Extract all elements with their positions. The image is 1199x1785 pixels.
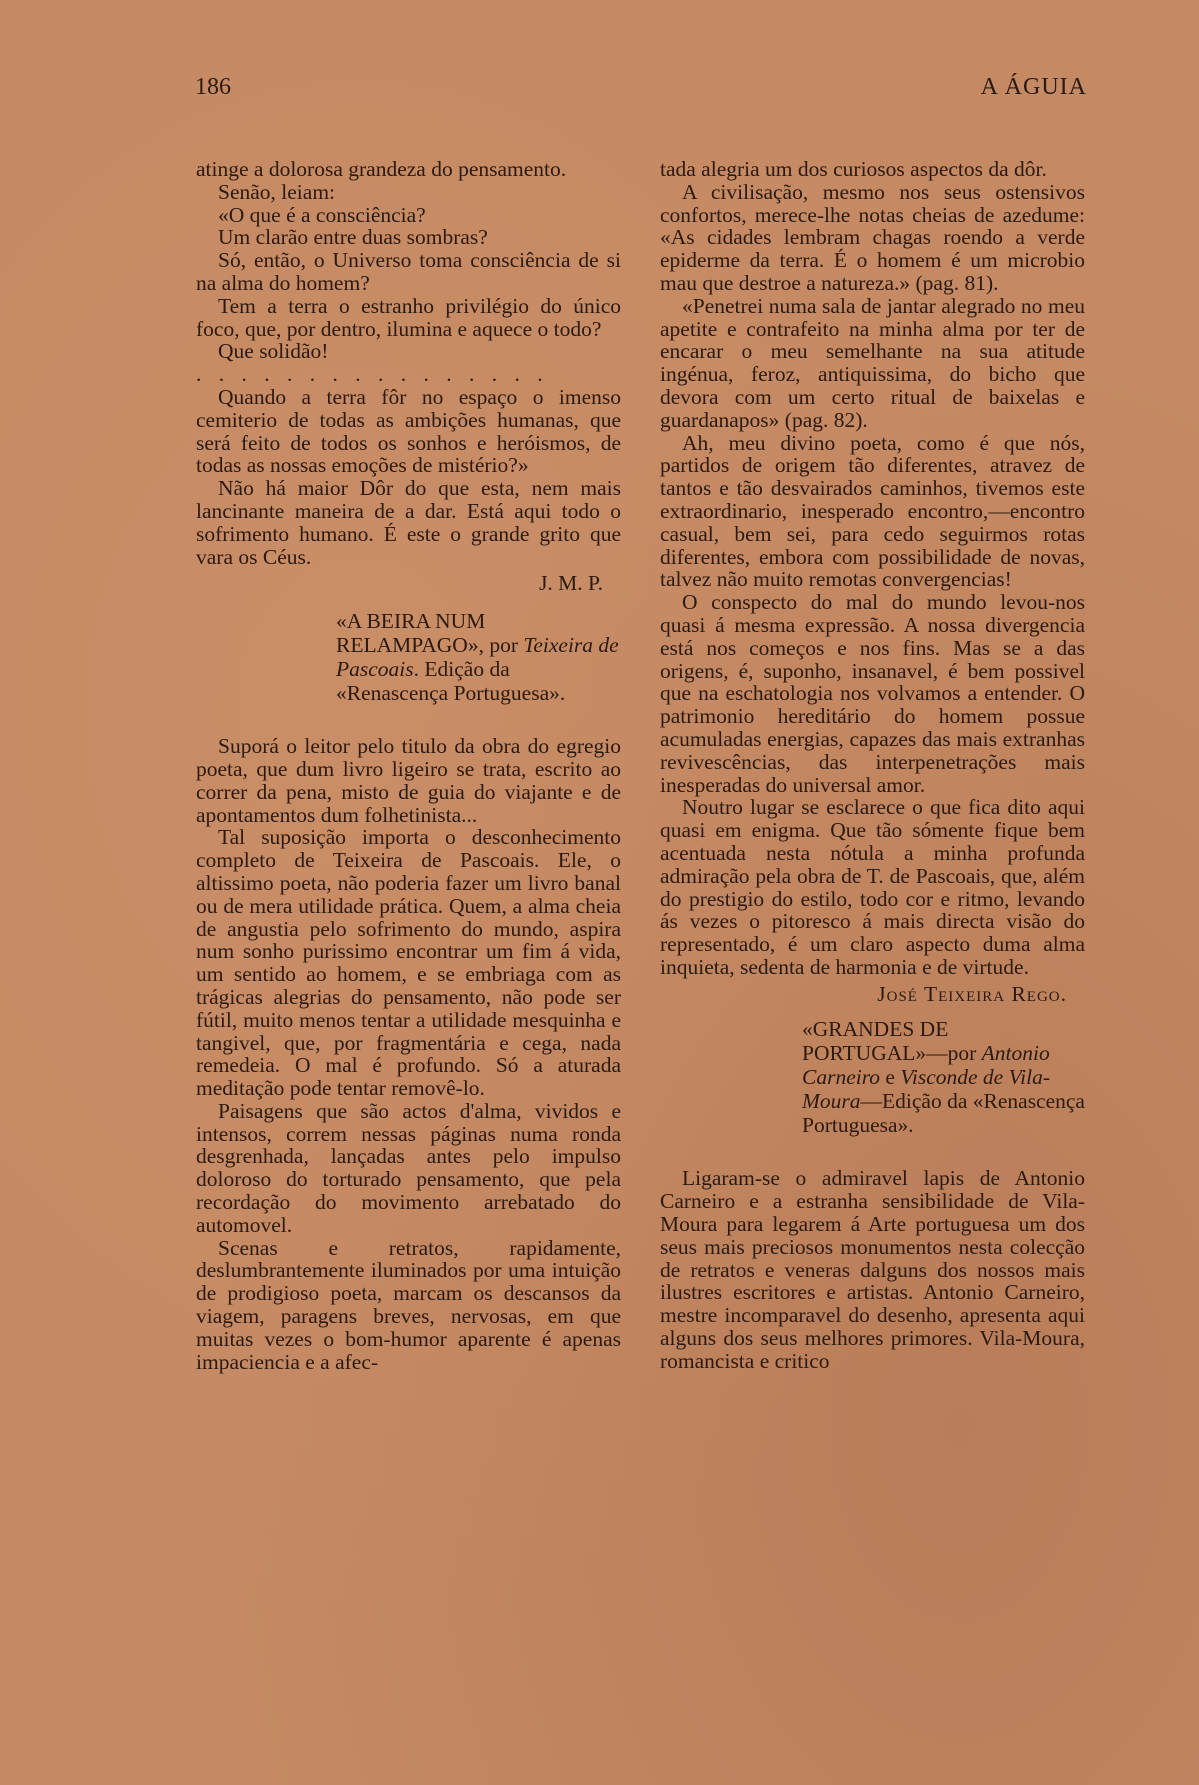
review-publisher: . Edição da «Renascença Portuguesa». (336, 657, 566, 706)
quote-line: Tem a terra o estranho privilégio do único foco, que, por dentro, ilumina e aquece o todo? (196, 293, 621, 341)
review-author: Visconde de Vila-Moura (802, 1065, 1050, 1114)
review-heading (802, 1017, 1085, 1137)
page-header (195, 74, 1087, 108)
review-author: Antonio Carneiro (802, 1041, 1050, 1090)
paragraph: Ah, meu divino poeta, como é que nós, partidos de origem tão diferentes, atravez de tantos e tão desvairados caminhos, tivemos este extraordinario, inesperado encontro,—encontro casual, bem sei, para cedo seguirmos rotas diferentes, embora com possibilidade de novas, talvez não muito remotas convergencias! (660, 430, 1085, 592)
paragraph: tada alegria um dos curiosos aspectos da dôr. (660, 157, 1047, 181)
paragraph: A civilisação, mesmo nos seus ostensivos confortos, merece-lhe notas cheias de azedume: «As cidades lembram chagas roendo a verde epiderme da terra. É o homem é um microbio mau que destroe a natureza.» (pag. 81). (660, 179, 1085, 295)
paragraph: Ligaram-se o admiravel lapis de Antonio Carneiro e a estranha sensibilidade de Vila-Moura para legarem á Arte portuguesa um dos seus mais preciosos monumentos nesta colecção de retratos e veneras dalguns dos nossos mais ilustres escritores e artistas. Antonio Carneiro, mestre incomparavel do desenho, apresenta aqui alguns dos seus melhores primores. Vila-Moura, romancista e critico (660, 1166, 1085, 1373)
paragraph: Paisagens que são actos d'alma, vividos e intensos, correm nessas páginas numa ronda desgrenhada, lançadas antes pelo impulso doloroso do torturado pensamento, que pela recordação do movimento arrebatado do automovel. (196, 1098, 621, 1237)
paragraph: Suporá o leitor pelo titulo da obra do egregio poeta, que dum livro ligeiro se trata, escrito ao correr da pena, misto de guia do viajante e de apontamentos dum folhetinista... (196, 734, 621, 827)
paragraph: Tal suposição importa o desconhecimento completo de Teixeira de Pascoais. Ele, o altissimo poeta, não poderia fazer um livro banal ou de mera utilidade prática. Quem, a alma cheia de angustia pelo sofrimento do mundo, aspira num sonho purissimo encontrar um fim á vida, um sentido ao homem, e se embriaga com as trágicas alegrias do pensamento, não pode ser fútil, muito menos tentar a utilidade mesquinha e tangivel, que, por fragmentária e cega, nada remedeia. O mal é profundo. Só a aturada meditação pode tentar removê-lo. (196, 825, 621, 1101)
review-author: Teixeira de Pascoais (336, 633, 619, 682)
signature: J. M. P. (539, 571, 603, 596)
review-title: «GRANDES DE PORTUGAL»—por (802, 1017, 982, 1066)
paragraph: Scenas e retratos, rapidamente, deslumbrantemente iluminados por uma intuição de prodigioso poeta, marcam os descansos da viagem, paragens breves, nervosas, em que muitas vezes o bom-humor aparente é apenas impaciencia e a afec- (196, 1235, 621, 1374)
paragraph: Noutro lugar se esclarece o que fica dito aqui quasi em enigma. Que tão sómente fique bem acentuada nesta nótula a minha profunda admiração pela obra de T. de Pascoais, que, além do prestigio do estilo, todo cor e ritmo, levando ás vezes o pitoresco á mais directa visão do representado, é um claro aspecto duma alma inquieta, sedenta de harmonia e de virtude. (660, 795, 1085, 979)
left-column (196, 158, 621, 1373)
quote-line: «O que é a consciência? (218, 202, 426, 227)
ellipsis-separator: . . . . . . . . . . . . . . . . (196, 362, 549, 387)
paragraph: Não há maior Dôr do que esta, nem mais lancinante maneira de a dar. Está aqui todo o sofrimento humano. É este o grande grito que vara os Céus. (196, 476, 621, 569)
quote-line: Que solidão! (218, 339, 329, 364)
paragraph: atinge a dolorosa grandeza do pensamento. (196, 157, 567, 181)
review-publisher: —Edição da «Renascença Portuguesa». (802, 1089, 1085, 1138)
signature: José Teixeira Rego. (877, 981, 1067, 1006)
right-column (660, 158, 1085, 1373)
paragraph: Senão, leiam: (218, 179, 336, 204)
review-conjunction: e (880, 1065, 901, 1090)
paragraph: «Penetrei numa sala de jantar alegrado no meu apetite e contrafeito na minha alma por ter de encarar o meu semelhante na sua atitude ingénua, feroz, antiquissima, do bicho que devora com um certo ritual de baixelas e guardanapos» (pag. 82). (660, 293, 1085, 432)
quote-line: Só, então, o Universo toma consciência de si na alma do homem? (196, 248, 621, 295)
page-number: 186 (195, 74, 231, 100)
review-title: «A BEIRA NUM RELAMPAGO», por (336, 609, 524, 658)
paragraph: O conspecto do mal do mundo levou-nos quasi á mesma expressão. A nossa divergencia está nos começos e nos fins. Mas se a das origens, é, suponho, insanavel, é bem possivel que na eschatologia nos volvamos a entender. O patrimonio hereditário do homem possue acumuladas energias, capazes das mais extranhas revivescências, das interpenetrações mais inesperadas do universal amor. (660, 590, 1085, 797)
review-heading (336, 609, 621, 705)
quote-line: Um clarão entre duas sombras? (218, 225, 488, 250)
quote-line: Quando a terra fôr no espaço o imenso cemiterio de todas as ambições humanas, que será feito de todos os sonhos e heróismos, de todas as nossas emoções de mistério?» (196, 384, 621, 478)
running-title: A ÁGUIA (980, 74, 1087, 100)
